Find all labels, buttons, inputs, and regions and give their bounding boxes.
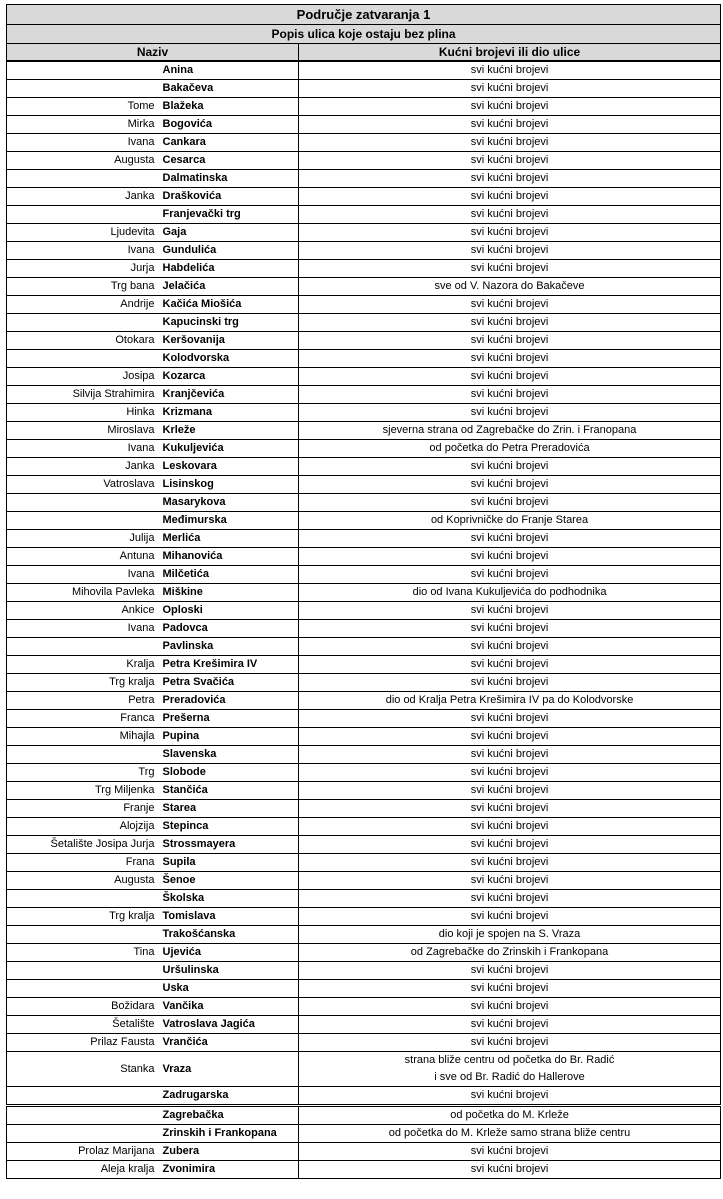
table-row bbox=[7, 836, 721, 854]
house-numbers: svi kućni brojevi bbox=[299, 98, 721, 116]
street-prefix: Ivana bbox=[7, 440, 159, 458]
house-numbers: svi kućni brojevi bbox=[299, 602, 721, 620]
street-table bbox=[6, 4, 721, 1179]
table-row bbox=[7, 1016, 721, 1034]
house-numbers: svi kućni brojevi bbox=[299, 61, 721, 80]
street-prefix: Antuna bbox=[7, 548, 159, 566]
street-name: Petra Krešimira IV bbox=[159, 656, 299, 674]
table-row bbox=[7, 98, 721, 116]
house-numbers-line-1: strana bliže centru od početka do Br. Radić bbox=[404, 1054, 615, 1066]
table-row bbox=[7, 152, 721, 170]
house-numbers: dio koji je spojen na S. Vraza bbox=[299, 926, 721, 944]
street-prefix: Prilaz Fausta bbox=[7, 1034, 159, 1052]
street-name: Jelačića bbox=[159, 278, 299, 296]
street-prefix bbox=[7, 206, 159, 224]
table-row bbox=[7, 800, 721, 818]
table-row bbox=[7, 368, 721, 386]
street-prefix: Janka bbox=[7, 188, 159, 206]
house-numbers: svi kućni brojevi bbox=[299, 386, 721, 404]
house-numbers: svi kućni brojevi bbox=[299, 368, 721, 386]
table-row bbox=[7, 134, 721, 152]
street-prefix: Franca bbox=[7, 710, 159, 728]
title-row bbox=[7, 5, 721, 25]
street-name: Leskovara bbox=[159, 458, 299, 476]
street-name: Kapucinski trg bbox=[159, 314, 299, 332]
house-numbers: svi kućni brojevi bbox=[299, 314, 721, 332]
street-prefix: Trg bbox=[7, 764, 159, 782]
street-name: Cankara bbox=[159, 134, 299, 152]
house-numbers-line-2: i sve od Br. Radić do Hallerove bbox=[434, 1071, 585, 1083]
street-name: Zvonimira bbox=[159, 1161, 299, 1179]
street-prefix: Mihovila Pavleka bbox=[7, 584, 159, 602]
street-name: Starea bbox=[159, 800, 299, 818]
street-prefix: Kralja bbox=[7, 656, 159, 674]
table-row bbox=[7, 872, 721, 890]
table-row bbox=[7, 80, 721, 98]
street-prefix: Trg kralja bbox=[7, 908, 159, 926]
table-row bbox=[7, 476, 721, 494]
table-row bbox=[7, 530, 721, 548]
street-prefix: Šetalište Josipa Jurja bbox=[7, 836, 159, 854]
house-numbers: svi kućni brojevi bbox=[299, 224, 721, 242]
street-name: Uršulinska bbox=[159, 962, 299, 980]
table-row bbox=[7, 278, 721, 296]
table-row bbox=[7, 566, 721, 584]
house-numbers: svi kućni brojevi bbox=[299, 530, 721, 548]
street-name: Trakošćanska bbox=[159, 926, 299, 944]
street-prefix: Stanka bbox=[7, 1052, 159, 1087]
header-name: Naziv bbox=[7, 44, 299, 62]
table-row bbox=[7, 494, 721, 512]
house-numbers: svi kućni brojevi bbox=[299, 1034, 721, 1052]
street-name: Cesarca bbox=[159, 152, 299, 170]
street-prefix: Ivana bbox=[7, 566, 159, 584]
street-name: Vrančića bbox=[159, 1034, 299, 1052]
table-row bbox=[7, 620, 721, 638]
house-numbers: svi kućni brojevi bbox=[299, 296, 721, 314]
street-prefix: Otokara bbox=[7, 332, 159, 350]
street-name: Preradovića bbox=[159, 692, 299, 710]
house-numbers: svi kućni brojevi bbox=[299, 674, 721, 692]
street-name: Kukuljevića bbox=[159, 440, 299, 458]
street-name: Tomislava bbox=[159, 908, 299, 926]
street-prefix: Augusta bbox=[7, 872, 159, 890]
house-numbers: sjeverna strana od Zagrebačke do Zrin. i Franopana bbox=[299, 422, 721, 440]
house-numbers: svi kućni brojevi bbox=[299, 710, 721, 728]
street-name: Bakačeva bbox=[159, 80, 299, 98]
house-numbers: od Zagrebačke do Zrinskih i Frankopana bbox=[299, 944, 721, 962]
table-row bbox=[7, 170, 721, 188]
table-row bbox=[7, 602, 721, 620]
street-prefix bbox=[7, 350, 159, 368]
street-prefix: Ankice bbox=[7, 602, 159, 620]
house-numbers: od početka do M. Krleže bbox=[299, 1106, 721, 1125]
street-name: Habdelića bbox=[159, 260, 299, 278]
street-prefix bbox=[7, 314, 159, 332]
street-prefix: Šetalište bbox=[7, 1016, 159, 1034]
street-prefix: Josipa bbox=[7, 368, 159, 386]
house-numbers: svi kućni brojevi bbox=[299, 1016, 721, 1034]
house-numbers: svi kućni brojevi bbox=[299, 980, 721, 998]
street-prefix bbox=[7, 512, 159, 530]
table-row bbox=[7, 458, 721, 476]
house-numbers: svi kućni brojevi bbox=[299, 764, 721, 782]
street-name: Prešerna bbox=[159, 710, 299, 728]
house-numbers: svi kućni brojevi bbox=[299, 242, 721, 260]
street-prefix: Božidara bbox=[7, 998, 159, 1016]
table-row bbox=[7, 116, 721, 134]
house-numbers: svi kućni brojevi bbox=[299, 188, 721, 206]
table-row bbox=[7, 1034, 721, 1052]
street-prefix: Jurja bbox=[7, 260, 159, 278]
street-prefix: Ivana bbox=[7, 242, 159, 260]
street-name: Masarykova bbox=[159, 494, 299, 512]
street-name: Pavlinska bbox=[159, 638, 299, 656]
street-prefix: Andrije bbox=[7, 296, 159, 314]
table-row bbox=[7, 1087, 721, 1106]
street-prefix bbox=[7, 1087, 159, 1106]
street-prefix: Tome bbox=[7, 98, 159, 116]
street-prefix bbox=[7, 980, 159, 998]
street-name: Zadrugarska bbox=[159, 1087, 299, 1106]
street-name: Anina bbox=[159, 61, 299, 80]
street-name: Uska bbox=[159, 980, 299, 998]
table-row bbox=[7, 61, 721, 80]
street-prefix bbox=[7, 494, 159, 512]
street-name: Strossmayera bbox=[159, 836, 299, 854]
table-row bbox=[7, 242, 721, 260]
street-prefix: Trg kralja bbox=[7, 674, 159, 692]
table-row bbox=[7, 296, 721, 314]
house-numbers: svi kućni brojevi bbox=[299, 800, 721, 818]
street-name: Kozarca bbox=[159, 368, 299, 386]
street-prefix: Franje bbox=[7, 800, 159, 818]
house-numbers: svi kućni brojevi bbox=[299, 332, 721, 350]
table-row bbox=[7, 440, 721, 458]
street-name: Zrinskih i Frankopana bbox=[159, 1125, 299, 1143]
house-numbers: od početka do Petra Preradovića bbox=[299, 440, 721, 458]
street-prefix: Mirka bbox=[7, 116, 159, 134]
house-numbers: svi kućni brojevi bbox=[299, 908, 721, 926]
table-row bbox=[7, 314, 721, 332]
table-row bbox=[7, 512, 721, 530]
street-name: Oploski bbox=[159, 602, 299, 620]
street-name: Kranjčevića bbox=[159, 386, 299, 404]
street-prefix bbox=[7, 170, 159, 188]
street-prefix bbox=[7, 962, 159, 980]
house-numbers: svi kućni brojevi bbox=[299, 80, 721, 98]
table-row bbox=[7, 818, 721, 836]
house-numbers: svi kućni brojevi bbox=[299, 890, 721, 908]
street-name: Mihanovića bbox=[159, 548, 299, 566]
house-numbers: svi kućni brojevi bbox=[299, 836, 721, 854]
street-name: Šenoe bbox=[159, 872, 299, 890]
house-numbers: od početka do M. Krleže samo strana bliže centru bbox=[299, 1125, 721, 1143]
table-row bbox=[7, 728, 721, 746]
street-name: Blažeka bbox=[159, 98, 299, 116]
street-prefix: Mihajla bbox=[7, 728, 159, 746]
street-name: Vančika bbox=[159, 998, 299, 1016]
street-name: Zubera bbox=[159, 1143, 299, 1161]
house-numbers: dio od Kralja Petra Krešimira IV pa do Kolodvorske bbox=[299, 692, 721, 710]
street-prefix: Janka bbox=[7, 458, 159, 476]
street-name: Međimurska bbox=[159, 512, 299, 530]
street-prefix: Ivana bbox=[7, 620, 159, 638]
street-name: Bogovića bbox=[159, 116, 299, 134]
street-name: Zagrebačka bbox=[159, 1106, 299, 1125]
street-prefix: Silvija Strahimira bbox=[7, 386, 159, 404]
street-prefix: Miroslava bbox=[7, 422, 159, 440]
house-numbers: svi kućni brojevi bbox=[299, 548, 721, 566]
street-prefix: Aleja kralja bbox=[7, 1161, 159, 1179]
street-list-sheet bbox=[6, 4, 720, 1179]
house-numbers: svi kućni brojevi bbox=[299, 1087, 721, 1106]
house-numbers: svi kućni brojevi bbox=[299, 998, 721, 1016]
table-row bbox=[7, 1143, 721, 1161]
table-row bbox=[7, 746, 721, 764]
street-prefix bbox=[7, 926, 159, 944]
table-row bbox=[7, 944, 721, 962]
street-name: Merlića bbox=[159, 530, 299, 548]
header-numbers: Kućni brojevi ili dio ulice bbox=[299, 44, 721, 62]
street-prefix: Hinka bbox=[7, 404, 159, 422]
house-numbers: svi kućni brojevi bbox=[299, 206, 721, 224]
street-name: Kačića Miošića bbox=[159, 296, 299, 314]
house-numbers: svi kućni brojevi bbox=[299, 170, 721, 188]
table-row bbox=[7, 224, 721, 242]
table-row bbox=[7, 350, 721, 368]
house-numbers: svi kućni brojevi bbox=[299, 152, 721, 170]
street-prefix: Vatroslava bbox=[7, 476, 159, 494]
house-numbers: svi kućni brojevi bbox=[299, 962, 721, 980]
street-prefix bbox=[7, 1106, 159, 1125]
table-row bbox=[7, 764, 721, 782]
street-name: Draškovića bbox=[159, 188, 299, 206]
street-prefix: Julija bbox=[7, 530, 159, 548]
table-row bbox=[7, 710, 721, 728]
house-numbers: svi kućni brojevi bbox=[299, 260, 721, 278]
house-numbers: svi kućni brojevi bbox=[299, 116, 721, 134]
table-row bbox=[7, 386, 721, 404]
table-row bbox=[7, 962, 721, 980]
street-name: Gundulića bbox=[159, 242, 299, 260]
street-prefix: Prolaz Marijana bbox=[7, 1143, 159, 1161]
sheet-subtitle: Popis ulica koje ostaju bez plina bbox=[7, 25, 721, 44]
street-name: Ujevića bbox=[159, 944, 299, 962]
street-prefix: Trg bana bbox=[7, 278, 159, 296]
street-prefix: Petra bbox=[7, 692, 159, 710]
street-name: Slavenska bbox=[159, 746, 299, 764]
street-prefix bbox=[7, 80, 159, 98]
street-name: Miškine bbox=[159, 584, 299, 602]
house-numbers: svi kućni brojevi bbox=[299, 818, 721, 836]
table-row bbox=[7, 1052, 721, 1087]
house-numbers: dio od Ivana Kukuljevića do podhodnika bbox=[299, 584, 721, 602]
street-prefix bbox=[7, 61, 159, 80]
street-name: Vatroslava Jagića bbox=[159, 1016, 299, 1034]
house-numbers: svi kućni brojevi bbox=[299, 854, 721, 872]
street-name: Lisinskog bbox=[159, 476, 299, 494]
street-prefix: Trg Miljenka bbox=[7, 782, 159, 800]
house-numbers bbox=[299, 1052, 721, 1087]
house-numbers: svi kućni brojevi bbox=[299, 134, 721, 152]
house-numbers: od Koprivničke do Franje Starea bbox=[299, 512, 721, 530]
street-prefix: Alojzija bbox=[7, 818, 159, 836]
table-row bbox=[7, 656, 721, 674]
street-prefix: Frana bbox=[7, 854, 159, 872]
street-name: Slobode bbox=[159, 764, 299, 782]
table-row bbox=[7, 1106, 721, 1125]
house-numbers: svi kućni brojevi bbox=[299, 458, 721, 476]
street-name: Krizmana bbox=[159, 404, 299, 422]
street-name: Padovca bbox=[159, 620, 299, 638]
house-numbers: svi kućni brojevi bbox=[299, 656, 721, 674]
table-row bbox=[7, 926, 721, 944]
street-name: Supila bbox=[159, 854, 299, 872]
house-numbers: svi kućni brojevi bbox=[299, 404, 721, 422]
table-row bbox=[7, 548, 721, 566]
street-prefix: Augusta bbox=[7, 152, 159, 170]
house-numbers: svi kućni brojevi bbox=[299, 638, 721, 656]
house-numbers: svi kućni brojevi bbox=[299, 782, 721, 800]
street-name: Franjevački trg bbox=[159, 206, 299, 224]
street-prefix: Tina bbox=[7, 944, 159, 962]
street-name: Vraza bbox=[159, 1052, 299, 1087]
house-numbers: svi kućni brojevi bbox=[299, 746, 721, 764]
house-numbers: svi kućni brojevi bbox=[299, 476, 721, 494]
street-name: Stepinca bbox=[159, 818, 299, 836]
table-row bbox=[7, 260, 721, 278]
table-row bbox=[7, 422, 721, 440]
street-rows bbox=[7, 61, 721, 1179]
house-numbers: svi kućni brojevi bbox=[299, 1143, 721, 1161]
table-row bbox=[7, 782, 721, 800]
table-row bbox=[7, 674, 721, 692]
street-name: Keršovanija bbox=[159, 332, 299, 350]
street-name: Pupina bbox=[159, 728, 299, 746]
house-numbers: svi kućni brojevi bbox=[299, 728, 721, 746]
table-row bbox=[7, 1161, 721, 1179]
house-numbers: svi kućni brojevi bbox=[299, 620, 721, 638]
table-row bbox=[7, 890, 721, 908]
table-row bbox=[7, 404, 721, 422]
table-row bbox=[7, 1125, 721, 1143]
street-name: Stančića bbox=[159, 782, 299, 800]
street-name: Milčetića bbox=[159, 566, 299, 584]
table-row bbox=[7, 692, 721, 710]
house-numbers: svi kućni brojevi bbox=[299, 566, 721, 584]
house-numbers: svi kućni brojevi bbox=[299, 1161, 721, 1179]
street-name: Kolodvorska bbox=[159, 350, 299, 368]
header-row bbox=[7, 44, 721, 62]
house-numbers: svi kućni brojevi bbox=[299, 872, 721, 890]
table-row bbox=[7, 908, 721, 926]
street-name: Školska bbox=[159, 890, 299, 908]
table-row bbox=[7, 188, 721, 206]
table-row bbox=[7, 332, 721, 350]
table-row bbox=[7, 854, 721, 872]
table-row bbox=[7, 206, 721, 224]
street-name: Petra Svačića bbox=[159, 674, 299, 692]
house-numbers: svi kućni brojevi bbox=[299, 494, 721, 512]
street-name: Gaja bbox=[159, 224, 299, 242]
house-numbers: svi kućni brojevi bbox=[299, 350, 721, 368]
street-prefix bbox=[7, 1125, 159, 1143]
street-name: Dalmatinska bbox=[159, 170, 299, 188]
street-name: Krleže bbox=[159, 422, 299, 440]
house-numbers: sve od V. Nazora do Bakačeve bbox=[299, 278, 721, 296]
street-prefix: Ljudevita bbox=[7, 224, 159, 242]
sheet-title: Područje zatvaranja 1 bbox=[7, 5, 721, 25]
table-row bbox=[7, 638, 721, 656]
table-row bbox=[7, 998, 721, 1016]
street-prefix bbox=[7, 890, 159, 908]
street-prefix: Ivana bbox=[7, 134, 159, 152]
table-row bbox=[7, 584, 721, 602]
subtitle-row bbox=[7, 25, 721, 44]
street-prefix bbox=[7, 746, 159, 764]
table-row bbox=[7, 980, 721, 998]
street-prefix bbox=[7, 638, 159, 656]
